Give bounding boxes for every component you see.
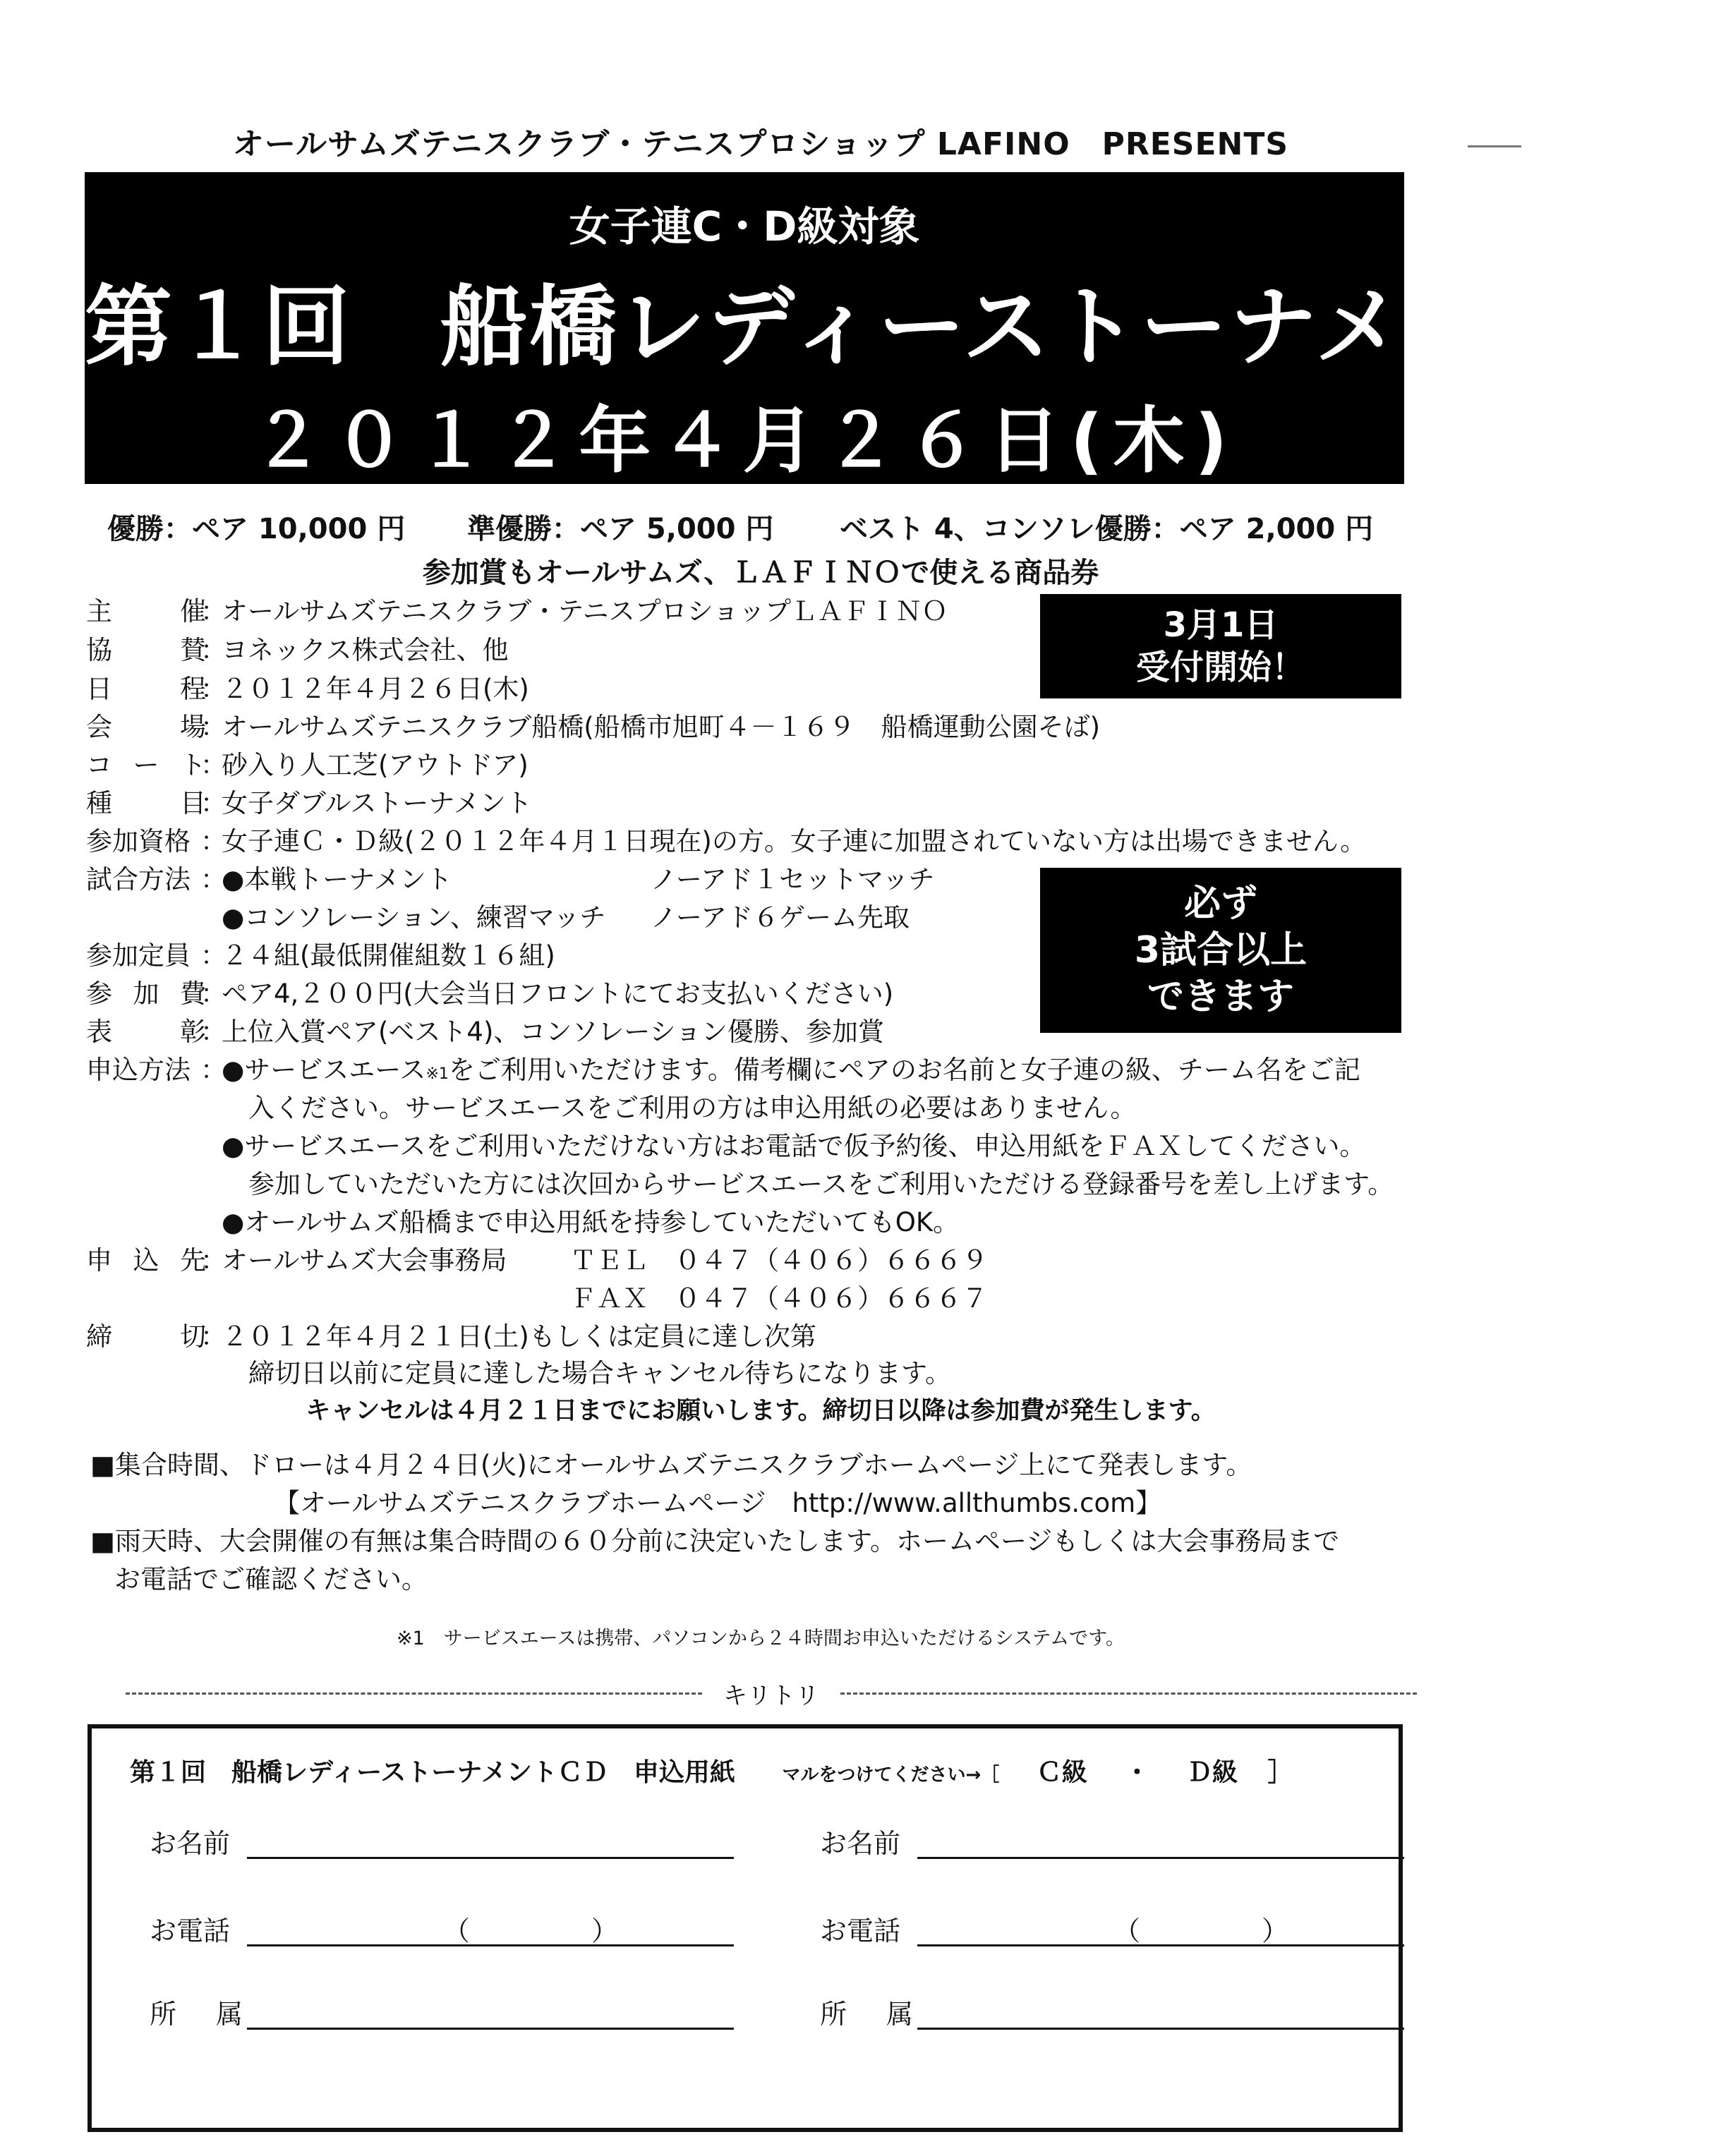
- name-label-2: お名前: [820, 1828, 901, 1859]
- form-title-row: [130, 1752, 1293, 1788]
- format-consolation: ●コンソレーション、練習マッチ: [222, 902, 606, 933]
- fax-number: ＦＡＸ ０４７（４０６）６６６７: [570, 1283, 988, 1314]
- rain-note-cont: お電話でご確認ください。: [114, 1564, 428, 1594]
- title-banner: [85, 172, 1721, 484]
- apply-method-3: ●オールサムズ船橋まで申込用紙を持参していただいてもOK。: [222, 1207, 960, 1237]
- schedule-label: 日 程: [86, 674, 206, 704]
- banner-title: 第１回 船橋レディーストーナメントCD: [85, 277, 1721, 378]
- affiliation-label-2: 所 属: [820, 1999, 913, 2030]
- deadline-label: 締 切: [86, 1321, 206, 1352]
- event-label: 種 目: [86, 788, 206, 818]
- rain-note: ■雨天時、大会開催の有無は集合時間の６０分前に決定いたします。ホームページもしくは大会事務局まで: [90, 1526, 1340, 1556]
- phone-line-2[interactable]: [917, 1944, 1404, 1946]
- prize-first: 優勝：ペア 10,000 円: [107, 513, 406, 545]
- guarantee-line-1: 必ず: [1183, 883, 1257, 925]
- form-title: 第１回 船橋レディーストーナメントＣＤ 申込用紙: [130, 1758, 735, 1787]
- phone-label-1: お電話: [150, 1915, 231, 1946]
- name-field-2[interactable]: [820, 1826, 1413, 1861]
- format-label: 試合方法: [86, 864, 191, 895]
- sponsor-value: ヨネックス株式会社、他: [222, 635, 509, 665]
- awards-label: 表 彰: [86, 1017, 206, 1047]
- apply-method-2: ●サービスエースをご利用いただけない方はお電話で仮予約後、申込用紙をＦＡＸしてください。: [222, 1131, 1366, 1161]
- presents-header: オールサムズテニスクラブ・テニスプロショップ LAFINO PRESENTS: [232, 126, 1289, 162]
- format-main-rule: ノーアド１セットマッチ: [651, 864, 935, 895]
- banner-subtitle: 女子連C・D級対象: [569, 202, 920, 250]
- tel-number: ＴＥＬ ０４７（４０６）６６６９: [570, 1245, 988, 1276]
- eligibility-value: 女子連Ｃ・Ｄ級(２０１２年４月１日現在)の方。女子連に加盟されていない方は出場できません。: [222, 826, 1367, 856]
- deadline-note: 締切日以前に定員に達した場合キャンセル待ちになります。: [248, 1358, 952, 1388]
- name-line-1[interactable]: [247, 1857, 734, 1859]
- name-label-1: お名前: [150, 1828, 231, 1859]
- phone-field-1[interactable]: [150, 1913, 742, 1949]
- cut-dash-right: [840, 1692, 1417, 1695]
- event-value: 女子ダブルストーナメント: [222, 788, 532, 818]
- participation-prize: 参加賞もオールサムズ、ＬＡＦＩＮＯで使える商品券: [422, 557, 1099, 589]
- affiliation-field-1[interactable]: [150, 1997, 742, 2032]
- capacity-label: 参加定員: [86, 940, 191, 971]
- grade-d-option[interactable]: Ｄ級: [1186, 1758, 1238, 1787]
- cut-dash-left: [126, 1692, 702, 1695]
- court-value: 砂入り人工芝(アウトドア): [222, 750, 529, 780]
- guarantee-line-2: 3試合以上: [1134, 929, 1308, 971]
- phone-field-2[interactable]: [820, 1913, 1413, 1949]
- fee-label: 参 加 費: [86, 979, 206, 1009]
- cut-label: キリトリ: [723, 1681, 819, 1710]
- apply-method-1-cont: 入ください。サービスエースをご利用の方は申込用紙の必要はありません。: [248, 1093, 1137, 1123]
- venue-value: オールサムズテニスクラブ船橋(船橋市旭町４－１６９ 船橋運動公園そば): [222, 712, 1101, 742]
- fee-value: ペア4,２００円(大会当日フロントにてお支払いください): [222, 979, 894, 1009]
- awards-value: 上位入賞ペア(ベスト4)、コンソレーション優勝、参加賞: [222, 1017, 884, 1047]
- phone-paren-open-1: （: [443, 1915, 471, 1946]
- court-label: コ ー ト: [86, 750, 206, 780]
- capacity-value: ２４組(最低開催組数１６組): [222, 940, 555, 971]
- affiliation-label-1: 所 属: [150, 1999, 243, 2030]
- reception-box: [1040, 594, 1401, 698]
- format-consolation-rule: ノーアド６ゲーム先取: [651, 902, 910, 933]
- apply-method-2-cont: 参加していただいた方には次回からサービスエースをご利用いただける登録番号を差し上げます。: [248, 1169, 1394, 1199]
- grade-c-option[interactable]: Ｃ級: [1036, 1758, 1087, 1787]
- guarantee-line-3: できます: [1147, 976, 1294, 1018]
- guarantee-box: [1040, 868, 1401, 1033]
- draw-note: ■集合時間、ドローは４月２４日(火)にオールサムズテニスクラブホームページ上にて発表します。: [90, 1450, 1252, 1480]
- reception-date: 3月1日: [1163, 605, 1279, 645]
- phone-label-2: お電話: [820, 1915, 901, 1946]
- name-line-2[interactable]: [917, 1857, 1404, 1859]
- apply-method-1: ●サービスエース※1をご利用いただけます。備考欄にペアのお名前と女子連の級、チーム名をご記: [222, 1055, 1360, 1085]
- phone-paren-open-2: （: [1113, 1915, 1141, 1946]
- eligibility-label: 参加資格: [86, 826, 191, 856]
- cancel-note: キャンセルは４月２１日までにお願いします。締切日以降は参加費が発生します。: [306, 1397, 1216, 1425]
- grade-bracket-close: ］: [1267, 1758, 1293, 1787]
- host-value: オールサムズテニスクラブ・テニスプロショップＬＡＦＩＮＯ: [222, 596, 948, 626]
- scan-edge-mark: [1468, 145, 1521, 147]
- cut-line: [126, 1676, 1417, 1711]
- prize-second: 準優勝：ペア 5,000 円: [467, 513, 774, 545]
- reception-text: 受付開始！: [1135, 648, 1305, 687]
- prize-best4: ベスト 4、コンソレ優勝：ペア 2,000 円: [840, 513, 1374, 545]
- banner-date: ２０１２年４月２６日(木): [251, 399, 1238, 483]
- phone-paren-close-1: ）: [591, 1915, 619, 1946]
- phone-paren-close-2: ）: [1262, 1915, 1289, 1946]
- homepage-link[interactable]: 【オールサムズテニスクラブホームページ http://www.allthumbs.com】: [274, 1488, 1162, 1518]
- deadline-value: ２０１２年４月２１日(土)もしくは定員に達し次第: [222, 1321, 816, 1352]
- sponsor-label: 協 賛: [86, 635, 206, 665]
- name-field-1[interactable]: [150, 1826, 742, 1861]
- application-form: [87, 1724, 1403, 2132]
- footnote: ※1 サービスエースは携帯、パソコンから２４時間お申込いただけるシステムです。: [396, 1628, 1125, 1649]
- affiliation-field-2[interactable]: [820, 1997, 1413, 2032]
- format-main: ●本戦トーナメント: [222, 864, 452, 895]
- phone-line-1[interactable]: [247, 1944, 734, 1946]
- host-label: 主 催: [86, 596, 206, 626]
- apply-to-value: オールサムズ大会事務局: [222, 1245, 507, 1276]
- affiliation-line-2[interactable]: [917, 2028, 1404, 2030]
- grade-separator: ・: [1124, 1758, 1150, 1787]
- venue-label: 会 場: [86, 712, 206, 742]
- schedule-value: ２０１２年４月２６日(木): [222, 674, 529, 704]
- grade-instruction: マルをつけてください→［: [782, 1764, 1000, 1786]
- apply-to-label: 申 込 先: [86, 1245, 206, 1276]
- affiliation-line-1[interactable]: [247, 2028, 734, 2030]
- apply-method-label: 申込方法: [86, 1055, 191, 1085]
